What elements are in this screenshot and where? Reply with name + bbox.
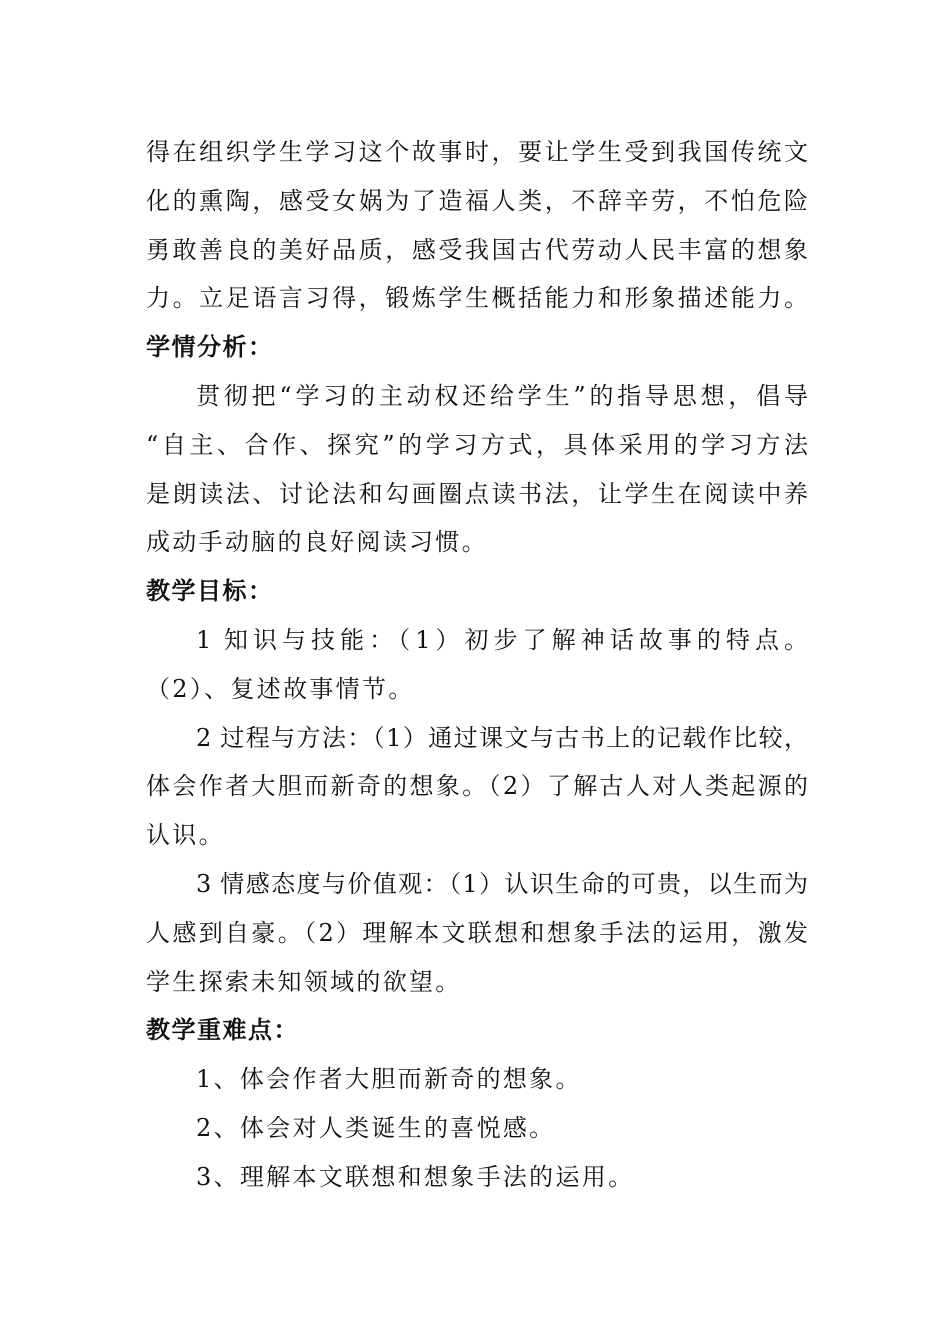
learning-analysis-paragraph: [146, 372, 808, 567]
goal-knowledge-skills: [146, 616, 808, 714]
paragraph-line: 认识。: [146, 821, 225, 850]
paragraph-line: 1 知识与技能：（1）初步了解神话故事的特点。: [196, 625, 808, 654]
paragraph-line: 2 过程与方法：（1）通过课文与古书上的记载作比较，: [196, 723, 808, 752]
paragraph-line: 是朗读法、讨论法和勾画圈点读书法，让学生在阅读中养: [146, 479, 808, 508]
paragraph-line: 体会作者大胆而新奇的想象。（2）了解古人对人类起源的: [146, 772, 808, 801]
key-points-list: [146, 1055, 808, 1201]
paragraph-line: 人感到自豪。（2）理解本文联想和想象手法的运用，激发: [146, 918, 808, 947]
paragraph-line: 学生探索未知领域的欲望。: [146, 967, 462, 996]
goal-emotion-values: [146, 860, 808, 1006]
list-item: 1、体会作者大胆而新奇的想象。: [196, 1065, 582, 1094]
paragraph-line: （2）、复述故事情节。: [146, 674, 415, 703]
intro-paragraph: [146, 128, 808, 323]
document-page: [146, 128, 808, 1202]
paragraph-line: 化的熏陶，感受女娲为了造福人类，不辞辛劳，不怕危险: [146, 186, 808, 215]
list-item: 2、体会对人类诞生的喜悦感。: [196, 1113, 556, 1142]
paragraph-line: 力。立足语言习得，锻炼学生概括能力和形象描述能力。: [146, 284, 808, 313]
paragraph-line: 勇敢善良的美好品质，感受我国古代劳动人民丰富的想象: [146, 235, 808, 264]
paragraph-line: 得在组织学生学习这个故事时，要让学生受到我国传统文: [146, 138, 808, 166]
paragraph-line: “自主、合作、探究”的学习方式，具体采用的学习方法: [146, 430, 808, 459]
list-item: 3、理解本文联想和想象手法的运用。: [196, 1162, 635, 1191]
paragraph-line: 成动手动脑的良好阅读习惯。: [146, 528, 488, 557]
goal-process-method: [146, 714, 808, 860]
section-heading-key-points: 教学重难点：: [146, 1015, 299, 1045]
paragraph-line: 贯彻把“学习的主动权还给学生”的指导思想，倡导: [196, 381, 808, 410]
paragraph-line: 3 情感态度与价值观：（1）认识生命的可贵，以生而为: [196, 869, 808, 898]
section-heading-teaching-goals: 教学目标：: [146, 576, 274, 606]
section-heading-learning-analysis: 学情分析：: [146, 332, 274, 362]
